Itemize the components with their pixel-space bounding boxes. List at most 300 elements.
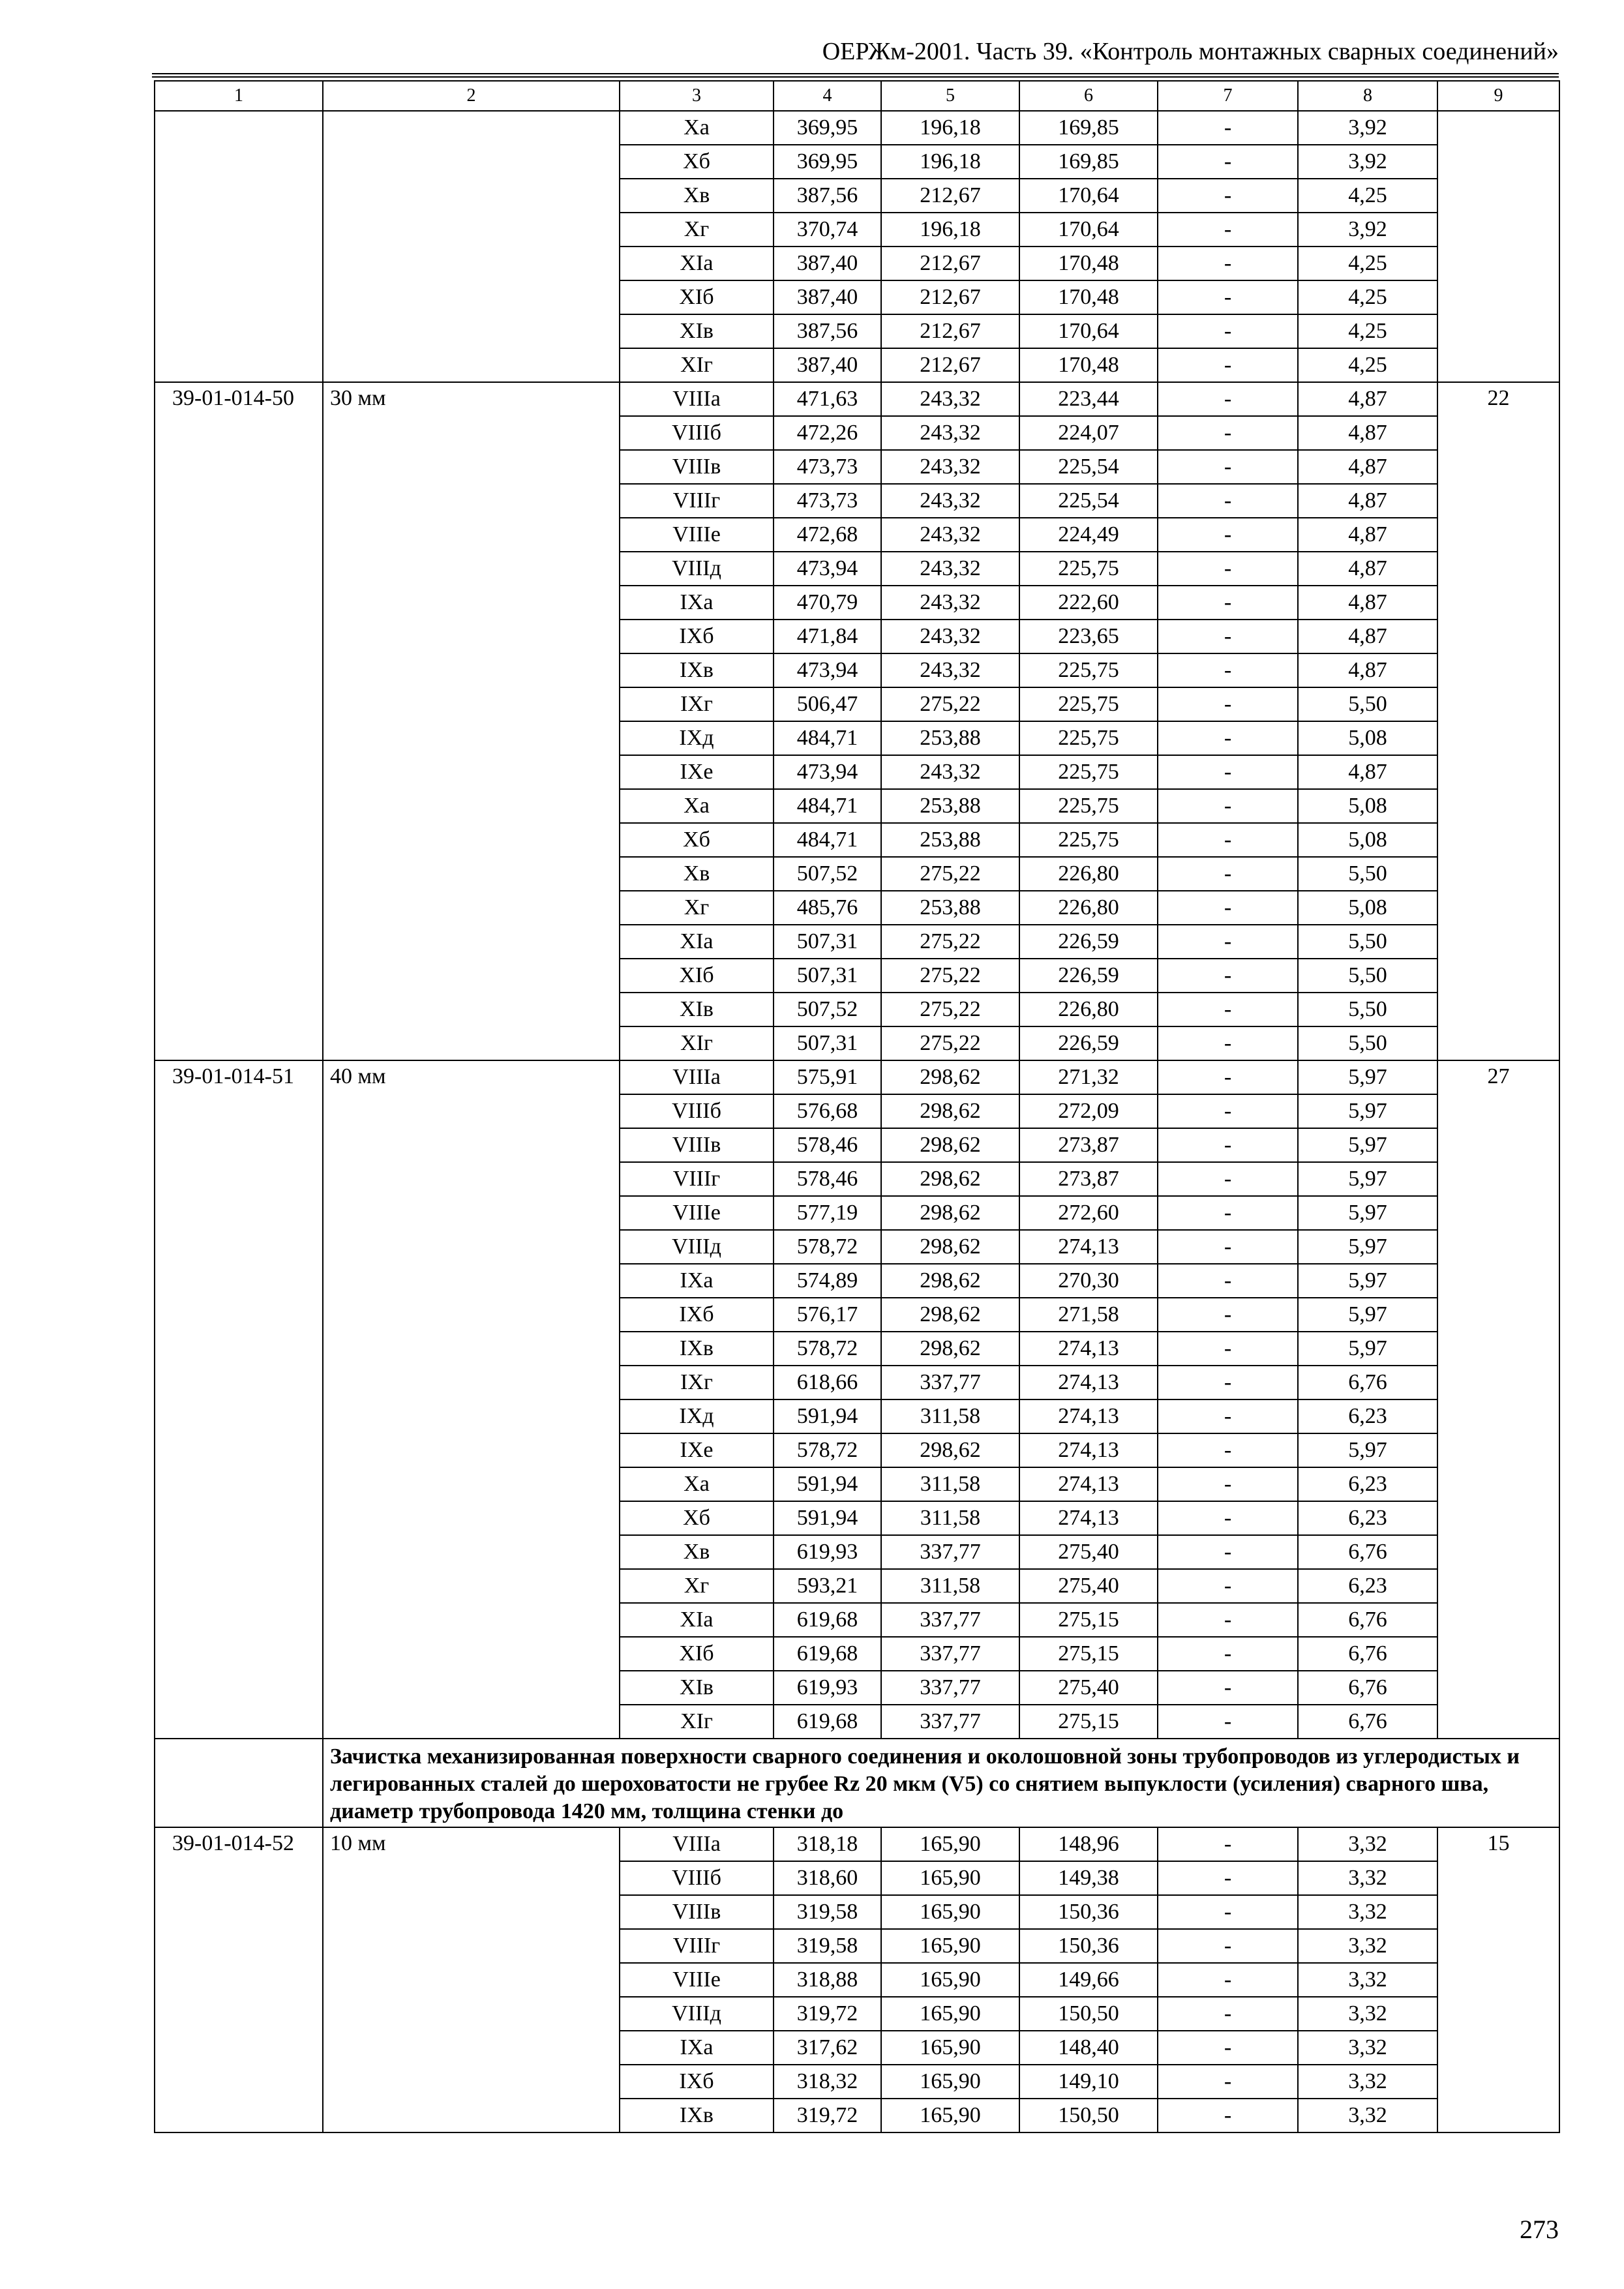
cell-machine-cost: 226,80	[1019, 891, 1158, 925]
cell-zone: Xб	[620, 1501, 774, 1535]
cell-labor: 6,76	[1298, 1535, 1437, 1569]
cell-wages: 298,62	[881, 1332, 1019, 1366]
rate-code: 39-01-014-52	[155, 1827, 323, 2132]
cell-wages: 298,62	[881, 1094, 1019, 1128]
cell-materials: -	[1158, 450, 1298, 484]
cell-zone: VIIIe	[620, 1196, 774, 1230]
cell-materials: -	[1158, 1671, 1298, 1705]
cell-total-cost: 318,18	[774, 1827, 881, 1861]
cell-materials: -	[1158, 1501, 1298, 1535]
cell-total-cost: 619,93	[774, 1535, 881, 1569]
cell-zone: XIв	[620, 314, 774, 348]
cell-materials: -	[1158, 1366, 1298, 1399]
cell-labor: 5,08	[1298, 721, 1437, 755]
cell-machine-cost: 272,60	[1019, 1196, 1158, 1230]
cell-materials: -	[1158, 1603, 1298, 1637]
cell-total-cost: 619,68	[774, 1637, 881, 1671]
cell-zone: VIIIд	[620, 1230, 774, 1264]
cell-zone: Xг	[620, 891, 774, 925]
cell-materials: -	[1158, 484, 1298, 518]
cell-machine-cost: 226,59	[1019, 1026, 1158, 1060]
cell-zone: IXд	[620, 721, 774, 755]
cell-wages: 298,62	[881, 1264, 1019, 1298]
cell-zone: VIIIб	[620, 1094, 774, 1128]
cell-wages: 196,18	[881, 145, 1019, 179]
cell-materials: -	[1158, 247, 1298, 280]
cell-total-cost: 484,71	[774, 721, 881, 755]
cell-zone: Xг	[620, 1569, 774, 1603]
cell-machine-cost: 275,40	[1019, 1671, 1158, 1705]
cell-zone: VIIIг	[620, 484, 774, 518]
cell-labor: 5,97	[1298, 1094, 1437, 1128]
cell-materials: -	[1158, 1895, 1298, 1929]
cell-labor: 6,23	[1298, 1467, 1437, 1501]
cell-machine-cost: 150,50	[1019, 1997, 1158, 2031]
cell-wages: 311,58	[881, 1399, 1019, 1433]
cell-labor: 5,08	[1298, 789, 1437, 823]
cell-labor: 6,23	[1298, 1399, 1437, 1433]
cell-wages: 165,90	[881, 2065, 1019, 2099]
cell-materials: -	[1158, 1535, 1298, 1569]
cell-materials: -	[1158, 1569, 1298, 1603]
cell-materials: -	[1158, 823, 1298, 857]
cell-total-cost: 576,68	[774, 1094, 881, 1128]
cell-labor: 5,97	[1298, 1433, 1437, 1467]
cell-wages: 337,77	[881, 1366, 1019, 1399]
cell-total-cost: 387,56	[774, 179, 881, 213]
section-title: Зачистка механизированная поверхности сварного соединения и околошовной зоны трубопроводов из углеродистых и легированных сталей до шероховатости не грубее Rz 20 мкм (V5) со снятием выпуклости (усиления) сварного шва, диаметр трубопровода 1420 мм, толщина стенки до	[323, 1739, 1559, 1827]
cell-labor: 5,97	[1298, 1298, 1437, 1332]
cell-materials: -	[1158, 857, 1298, 891]
cell-wages: 337,77	[881, 1637, 1019, 1671]
cell-wages: 243,32	[881, 620, 1019, 653]
column-number-6: 6	[1019, 81, 1158, 111]
cell-machine-cost: 271,58	[1019, 1298, 1158, 1332]
table-row	[155, 382, 1559, 416]
cell-labor: 5,50	[1298, 925, 1437, 959]
cell-machine-cost: 170,48	[1019, 348, 1158, 382]
cell-labor: 5,97	[1298, 1128, 1437, 1162]
cell-zone: VIIIг	[620, 1162, 774, 1196]
rate-code: 39-01-014-51	[155, 1060, 323, 1739]
cell-total-cost: 318,60	[774, 1861, 881, 1895]
cell-machine-cost: 225,75	[1019, 653, 1158, 687]
cell-zone: IXг	[620, 687, 774, 721]
cell-materials: -	[1158, 1963, 1298, 1997]
cell-labor: 6,76	[1298, 1637, 1437, 1671]
cell-zone: XIг	[620, 1705, 774, 1739]
cell-total-cost: 619,68	[774, 1705, 881, 1739]
cell-total-cost: 619,68	[774, 1603, 881, 1637]
cell-materials: -	[1158, 2099, 1298, 2132]
cell-wages: 253,88	[881, 789, 1019, 823]
cell-total-cost: 591,94	[774, 1467, 881, 1501]
cell-total-cost: 473,73	[774, 450, 881, 484]
cell-wages: 298,62	[881, 1162, 1019, 1196]
cell-machine-cost: 148,40	[1019, 2031, 1158, 2065]
cell-wages: 298,62	[881, 1060, 1019, 1094]
cell-machine-cost: 170,48	[1019, 247, 1158, 280]
cell-machine-cost: 150,50	[1019, 2099, 1158, 2132]
cell-zone: XIa	[620, 1603, 774, 1637]
cell-labor: 6,23	[1298, 1569, 1437, 1603]
cell-materials: -	[1158, 1399, 1298, 1433]
cell-wages: 337,77	[881, 1705, 1019, 1739]
cell-wages: 311,58	[881, 1501, 1019, 1535]
table-row	[155, 1060, 1559, 1094]
col9-value	[1437, 111, 1559, 382]
cell-materials: -	[1158, 1264, 1298, 1298]
cell-machine-cost: 274,13	[1019, 1501, 1158, 1535]
cell-wages: 243,32	[881, 755, 1019, 789]
cell-labor: 5,50	[1298, 687, 1437, 721]
section-row	[155, 1739, 1559, 1827]
cell-materials: -	[1158, 1861, 1298, 1895]
cell-materials: -	[1158, 179, 1298, 213]
cell-zone: VIIIв	[620, 450, 774, 484]
cell-labor: 4,87	[1298, 450, 1437, 484]
cell-total-cost: 507,31	[774, 1026, 881, 1060]
cell-zone: IXб	[620, 1298, 774, 1332]
cell-machine-cost: 226,80	[1019, 857, 1158, 891]
cell-total-cost: 578,72	[774, 1230, 881, 1264]
cell-labor: 3,32	[1298, 1895, 1437, 1929]
cell-labor: 3,92	[1298, 145, 1437, 179]
cell-zone: XIг	[620, 348, 774, 382]
cell-labor: 3,32	[1298, 2099, 1437, 2132]
cell-machine-cost: 169,85	[1019, 111, 1158, 145]
cell-wages: 165,90	[881, 1997, 1019, 2031]
cell-zone: IXe	[620, 1433, 774, 1467]
cell-machine-cost: 150,36	[1019, 1895, 1158, 1929]
cell-zone: XIб	[620, 280, 774, 314]
cell-labor: 3,32	[1298, 1827, 1437, 1861]
cell-wages: 337,77	[881, 1671, 1019, 1705]
cell-materials: -	[1158, 1997, 1298, 2031]
cell-zone: IXв	[620, 1332, 774, 1366]
cell-total-cost: 577,19	[774, 1196, 881, 1230]
cell-zone: IXг	[620, 1366, 774, 1399]
cell-machine-cost: 226,59	[1019, 925, 1158, 959]
cell-materials: -	[1158, 416, 1298, 450]
cell-materials: -	[1158, 111, 1298, 145]
cell-materials: -	[1158, 1467, 1298, 1501]
cell-total-cost: 484,71	[774, 789, 881, 823]
cell-wages: 275,22	[881, 959, 1019, 993]
cell-materials: -	[1158, 348, 1298, 382]
wall-thickness	[323, 111, 620, 382]
cell-machine-cost: 226,59	[1019, 959, 1158, 993]
cell-wages: 243,32	[881, 552, 1019, 586]
cell-wages: 253,88	[881, 891, 1019, 925]
cell-total-cost: 470,79	[774, 586, 881, 620]
cell-machine-cost: 274,13	[1019, 1230, 1158, 1264]
cell-total-cost: 473,94	[774, 552, 881, 586]
cell-wages: 298,62	[881, 1433, 1019, 1467]
rate-code: 39-01-014-50	[155, 382, 323, 1060]
cell-materials: -	[1158, 925, 1298, 959]
cell-materials: -	[1158, 993, 1298, 1026]
cell-total-cost: 472,26	[774, 416, 881, 450]
cell-zone: VIIIe	[620, 1963, 774, 1997]
cell-total-cost: 472,68	[774, 518, 881, 552]
cell-total-cost: 485,76	[774, 891, 881, 925]
cell-zone: IXд	[620, 1399, 774, 1433]
cell-materials: -	[1158, 213, 1298, 247]
cell-wages: 337,77	[881, 1535, 1019, 1569]
cell-labor: 6,23	[1298, 1501, 1437, 1535]
cell-total-cost: 319,72	[774, 1997, 881, 2031]
cell-total-cost: 317,62	[774, 2031, 881, 2065]
cell-wages: 212,67	[881, 280, 1019, 314]
cell-labor: 5,97	[1298, 1230, 1437, 1264]
cell-labor: 5,08	[1298, 823, 1437, 857]
cell-zone: Xa	[620, 1467, 774, 1501]
cell-total-cost: 318,32	[774, 2065, 881, 2099]
cell-wages: 165,90	[881, 1929, 1019, 1963]
column-number-row	[155, 81, 1559, 111]
cell-wages: 243,32	[881, 484, 1019, 518]
cell-wages: 298,62	[881, 1230, 1019, 1264]
cell-labor: 6,76	[1298, 1366, 1437, 1399]
cell-wages: 253,88	[881, 721, 1019, 755]
cell-total-cost: 591,94	[774, 1501, 881, 1535]
cell-materials: -	[1158, 1162, 1298, 1196]
cell-materials: -	[1158, 1094, 1298, 1128]
cell-materials: -	[1158, 789, 1298, 823]
cell-total-cost: 473,73	[774, 484, 881, 518]
column-number-9: 9	[1437, 81, 1559, 111]
cell-wages: 311,58	[881, 1569, 1019, 1603]
rates-table	[154, 80, 1560, 2133]
cell-labor: 5,08	[1298, 891, 1437, 925]
cell-machine-cost: 170,48	[1019, 280, 1158, 314]
cell-materials: -	[1158, 1332, 1298, 1366]
cell-machine-cost: 149,38	[1019, 1861, 1158, 1895]
wall-thickness: 40 мм	[323, 1060, 620, 1739]
cell-machine-cost: 225,75	[1019, 823, 1158, 857]
cell-total-cost: 578,72	[774, 1433, 881, 1467]
cell-total-cost: 473,94	[774, 653, 881, 687]
cell-labor: 4,25	[1298, 247, 1437, 280]
cell-wages: 337,77	[881, 1603, 1019, 1637]
cell-labor: 4,87	[1298, 586, 1437, 620]
cell-total-cost: 318,88	[774, 1963, 881, 1997]
cell-total-cost: 484,71	[774, 823, 881, 857]
cell-total-cost: 591,94	[774, 1399, 881, 1433]
cell-zone: Xб	[620, 145, 774, 179]
cell-total-cost: 507,52	[774, 993, 881, 1026]
cell-machine-cost: 222,60	[1019, 586, 1158, 620]
cell-machine-cost: 223,65	[1019, 620, 1158, 653]
cell-total-cost: 574,89	[774, 1264, 881, 1298]
cell-total-cost: 319,72	[774, 2099, 881, 2132]
cell-total-cost: 387,40	[774, 280, 881, 314]
cell-labor: 5,97	[1298, 1332, 1437, 1366]
cell-total-cost: 387,40	[774, 348, 881, 382]
cell-machine-cost: 274,13	[1019, 1332, 1158, 1366]
cell-materials: -	[1158, 586, 1298, 620]
cell-wages: 243,32	[881, 382, 1019, 416]
cell-materials: -	[1158, 1060, 1298, 1094]
cell-materials: -	[1158, 620, 1298, 653]
cell-labor: 4,25	[1298, 280, 1437, 314]
cell-zone: IXa	[620, 586, 774, 620]
column-number-8: 8	[1298, 81, 1437, 111]
cell-materials: -	[1158, 721, 1298, 755]
cell-wages: 298,62	[881, 1298, 1019, 1332]
cell-total-cost: 387,56	[774, 314, 881, 348]
cell-labor: 4,87	[1298, 653, 1437, 687]
cell-labor: 4,25	[1298, 348, 1437, 382]
cell-total-cost: 578,72	[774, 1332, 881, 1366]
cell-labor: 4,87	[1298, 416, 1437, 450]
cell-machine-cost: 225,75	[1019, 755, 1158, 789]
cell-zone: Xa	[620, 789, 774, 823]
header-rule-second	[152, 76, 1559, 78]
cell-wages: 275,22	[881, 687, 1019, 721]
cell-zone: XIг	[620, 1026, 774, 1060]
column-number-5: 5	[881, 81, 1019, 111]
cell-machine-cost: 270,30	[1019, 1264, 1158, 1298]
cell-machine-cost: 275,40	[1019, 1535, 1158, 1569]
cell-zone: XIб	[620, 959, 774, 993]
cell-zone: IXв	[620, 2099, 774, 2132]
cell-materials: -	[1158, 687, 1298, 721]
cell-materials: -	[1158, 1929, 1298, 1963]
cell-zone: Xв	[620, 857, 774, 891]
cell-wages: 212,67	[881, 314, 1019, 348]
cell-labor: 4,87	[1298, 382, 1437, 416]
cell-machine-cost: 275,15	[1019, 1705, 1158, 1739]
cell-zone: VIIIд	[620, 552, 774, 586]
cell-materials: -	[1158, 1705, 1298, 1739]
cell-total-cost: 473,94	[774, 755, 881, 789]
cell-machine-cost: 274,13	[1019, 1366, 1158, 1399]
cell-wages: 212,67	[881, 348, 1019, 382]
header-rule	[152, 73, 1559, 74]
cell-materials: -	[1158, 755, 1298, 789]
cell-total-cost: 387,40	[774, 247, 881, 280]
cell-zone: Xб	[620, 823, 774, 857]
cell-machine-cost: 274,13	[1019, 1433, 1158, 1467]
page-number: 273	[1520, 2215, 1559, 2244]
cell-machine-cost: 225,75	[1019, 552, 1158, 586]
cell-labor: 3,32	[1298, 1963, 1437, 1997]
cell-labor: 5,50	[1298, 959, 1437, 993]
cell-zone: IXe	[620, 755, 774, 789]
cell-wages: 165,90	[881, 2099, 1019, 2132]
cell-wages: 275,22	[881, 993, 1019, 1026]
cell-zone: Xв	[620, 1535, 774, 1569]
cell-total-cost: 618,66	[774, 1366, 881, 1399]
cell-machine-cost: 225,54	[1019, 484, 1158, 518]
cell-materials: -	[1158, 1128, 1298, 1162]
cell-total-cost: 471,63	[774, 382, 881, 416]
cell-total-cost: 593,21	[774, 1569, 881, 1603]
column-number-2: 2	[323, 81, 620, 111]
cell-machine-cost: 170,64	[1019, 213, 1158, 247]
cell-zone: XIa	[620, 925, 774, 959]
cell-labor: 5,50	[1298, 1026, 1437, 1060]
column-number-3: 3	[620, 81, 774, 111]
cell-labor: 3,32	[1298, 1997, 1437, 2031]
cell-materials: -	[1158, 314, 1298, 348]
cell-labor: 5,97	[1298, 1196, 1437, 1230]
cell-wages: 298,62	[881, 1196, 1019, 1230]
cell-machine-cost: 148,96	[1019, 1827, 1158, 1861]
cell-machine-cost: 170,64	[1019, 314, 1158, 348]
cell-wages: 275,22	[881, 925, 1019, 959]
cell-labor: 6,76	[1298, 1603, 1437, 1637]
page-header: ОЕРЖм-2001. Часть 39. «Контроль монтажных сварных соединений»	[822, 38, 1559, 65]
cell-machine-cost: 149,66	[1019, 1963, 1158, 1997]
cell-total-cost: 506,47	[774, 687, 881, 721]
cell-zone: VIIIa	[620, 382, 774, 416]
cell-machine-cost: 274,13	[1019, 1467, 1158, 1501]
cell-labor: 3,92	[1298, 111, 1437, 145]
cell-zone: XIa	[620, 247, 774, 280]
cell-machine-cost: 225,75	[1019, 687, 1158, 721]
cell-total-cost: 578,46	[774, 1162, 881, 1196]
cell-machine-cost: 275,40	[1019, 1569, 1158, 1603]
column-number-7: 7	[1158, 81, 1298, 111]
cell-materials: -	[1158, 1026, 1298, 1060]
cell-zone: IXб	[620, 2065, 774, 2099]
cell-wages: 196,18	[881, 213, 1019, 247]
cell-labor: 4,25	[1298, 179, 1437, 213]
cell-machine-cost: 225,75	[1019, 721, 1158, 755]
cell-materials: -	[1158, 280, 1298, 314]
cell-materials: -	[1158, 1827, 1298, 1861]
cell-wages: 165,90	[881, 2031, 1019, 2065]
cell-total-cost: 319,58	[774, 1895, 881, 1929]
cell-machine-cost: 226,80	[1019, 993, 1158, 1026]
cell-materials: -	[1158, 1230, 1298, 1264]
table-row	[155, 1827, 1559, 1861]
col9-value: 27	[1437, 1060, 1559, 1739]
cell-materials: -	[1158, 552, 1298, 586]
cell-zone: VIIIв	[620, 1128, 774, 1162]
cell-machine-cost: 169,85	[1019, 145, 1158, 179]
cell-zone: IXб	[620, 620, 774, 653]
cell-machine-cost: 170,64	[1019, 179, 1158, 213]
cell-materials: -	[1158, 2065, 1298, 2099]
cell-wages: 212,67	[881, 247, 1019, 280]
cell-wages: 243,32	[881, 653, 1019, 687]
cell-zone: VIIIг	[620, 1929, 774, 1963]
cell-wages: 298,62	[881, 1128, 1019, 1162]
cell-labor: 3,32	[1298, 2065, 1437, 2099]
cell-materials: -	[1158, 1298, 1298, 1332]
cell-materials: -	[1158, 891, 1298, 925]
cell-total-cost: 507,31	[774, 925, 881, 959]
cell-total-cost: 619,93	[774, 1671, 881, 1705]
cell-labor: 3,32	[1298, 1861, 1437, 1895]
cell-total-cost: 319,58	[774, 1929, 881, 1963]
cell-zone: XIб	[620, 1637, 774, 1671]
cell-machine-cost: 272,09	[1019, 1094, 1158, 1128]
cell-wages: 275,22	[881, 1026, 1019, 1060]
cell-zone: IXв	[620, 653, 774, 687]
cell-materials: -	[1158, 382, 1298, 416]
cell-zone: IXa	[620, 2031, 774, 2065]
cell-wages: 165,90	[881, 1861, 1019, 1895]
cell-zone: VIIIв	[620, 1895, 774, 1929]
cell-labor: 6,76	[1298, 1705, 1437, 1739]
cell-wages: 196,18	[881, 111, 1019, 145]
cell-materials: -	[1158, 1637, 1298, 1671]
